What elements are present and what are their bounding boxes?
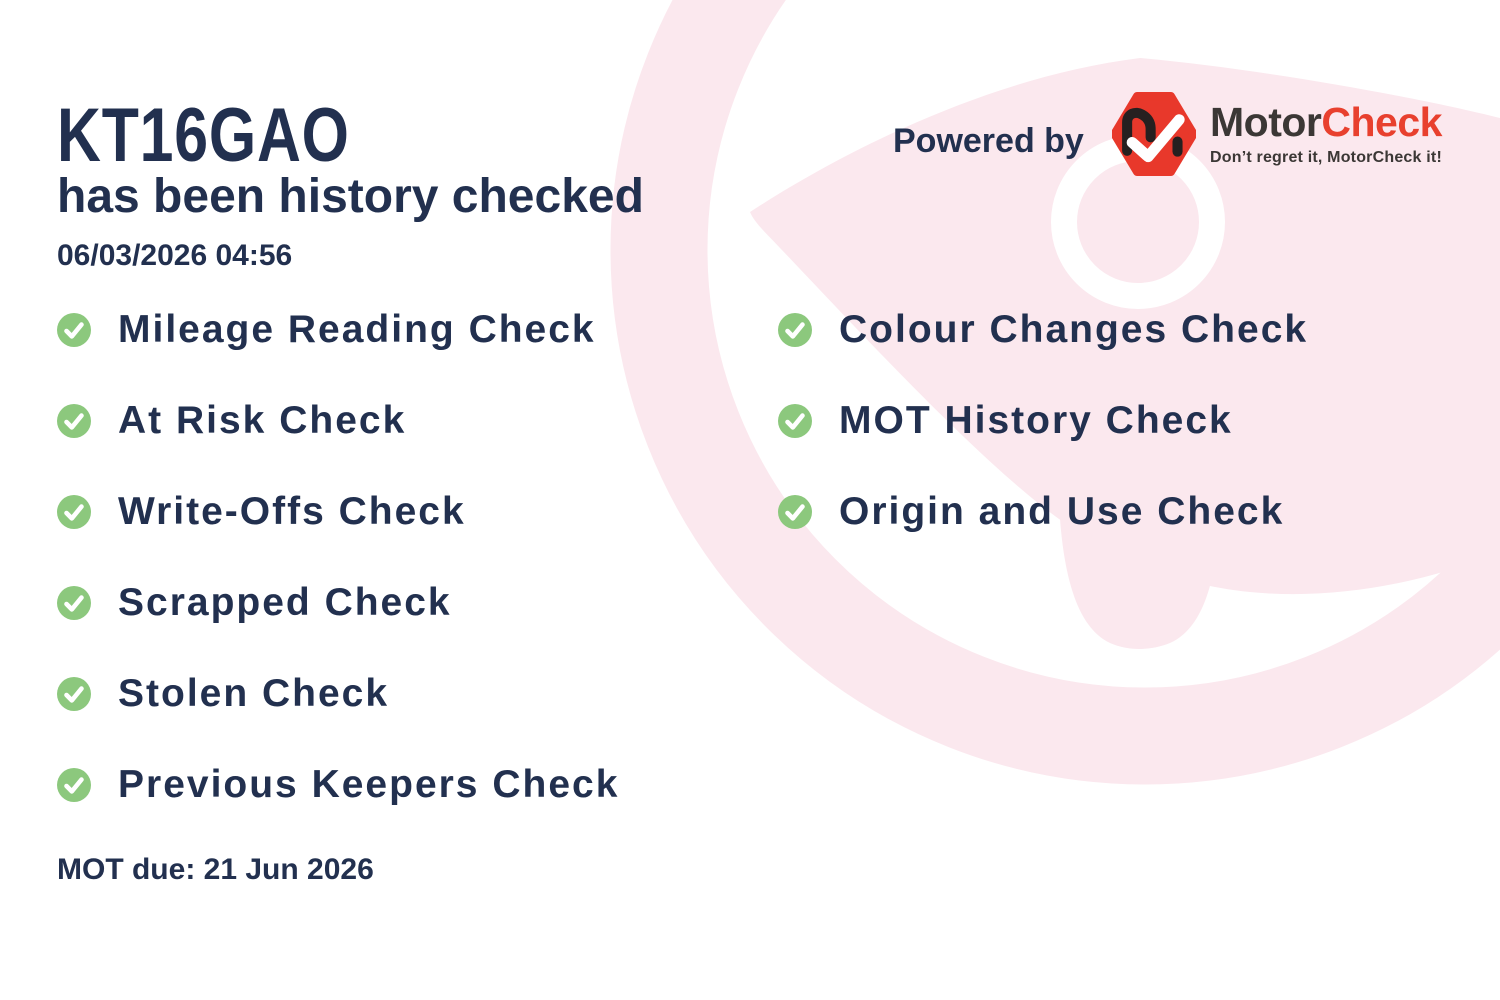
page-title-registration: KT16GAO — [57, 93, 350, 178]
check-circle-icon — [778, 313, 812, 347]
checklist-row — [57, 284, 619, 375]
checklist-left-column — [57, 284, 619, 830]
checklist-row — [778, 375, 1308, 466]
check-item-label: MOT History Check — [839, 398, 1233, 442]
checklist-row — [57, 466, 619, 557]
check-item-label: Colour Changes Check — [839, 307, 1309, 351]
check-circle-icon — [57, 495, 91, 529]
checklist-row — [57, 648, 619, 739]
check-circle-icon — [57, 404, 91, 438]
check-circle-icon — [57, 586, 91, 620]
checklist-row — [57, 375, 619, 466]
page-subtitle: has been history checked — [57, 170, 644, 223]
checklist-row — [778, 284, 1308, 375]
check-circle-icon — [57, 768, 91, 802]
brand-name-motor: Motor — [1210, 99, 1322, 145]
check-circle-icon — [57, 677, 91, 711]
check-item-label: Stolen Check — [118, 671, 390, 715]
checklist-row — [778, 466, 1308, 557]
check-circle-icon — [778, 404, 812, 438]
brand-block — [1210, 100, 1470, 167]
check-timestamp: 06/03/2026 04:56 — [57, 239, 293, 272]
powered-by-label: Powered by — [893, 122, 1084, 160]
check-item-label: Previous Keepers Check — [118, 762, 620, 806]
check-circle-icon — [57, 313, 91, 347]
checklist-row — [57, 739, 619, 830]
check-item-label: Write-Offs Check — [118, 489, 466, 533]
check-item-label: Scrapped Check — [118, 580, 452, 624]
check-item-label: At Risk Check — [118, 398, 407, 442]
check-circle-icon — [778, 495, 812, 529]
brand-name — [1210, 100, 1470, 145]
check-item-label: Origin and Use Check — [839, 489, 1285, 533]
motorcheck-hexagon-m-check-icon — [1112, 91, 1196, 177]
checklist-row — [57, 557, 619, 648]
mot-due-label: MOT due: 21 Jun 2026 — [57, 853, 374, 886]
checklist-right-column — [778, 284, 1308, 557]
brand-name-check: Check — [1321, 99, 1442, 145]
check-item-label: Mileage Reading Check — [118, 307, 596, 351]
brand-tagline: Don’t regret it, MotorCheck it! — [1210, 149, 1442, 167]
